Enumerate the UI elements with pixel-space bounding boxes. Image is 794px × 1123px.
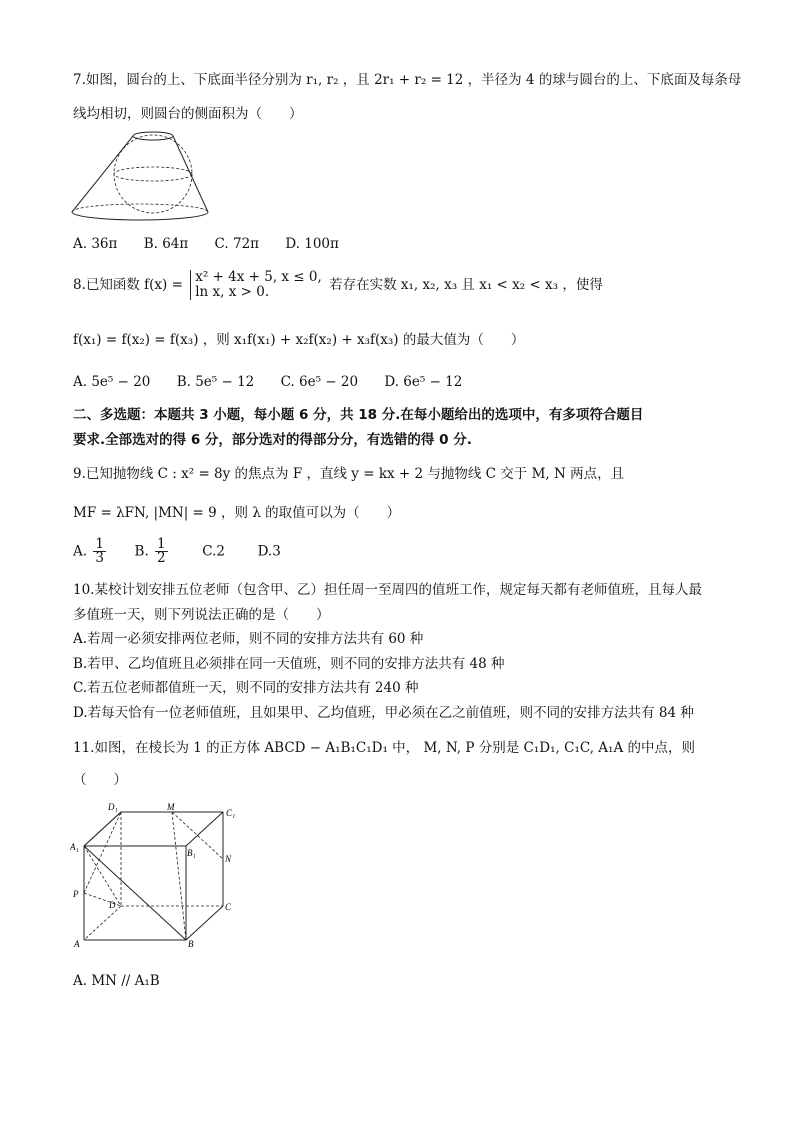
q11-option-a: A. MN // A₁B <box>73 973 160 989</box>
q7-stem-line2: 线均相切，则圆台的侧面积为（ ） <box>73 106 303 122</box>
q9-options <box>73 538 723 565</box>
q7-option-d: D. 100π <box>285 236 339 252</box>
q9-stem-line1: 9.已知抛物线 C : x² = 8y 的焦点为 F ，直线 y = kx + 2 与抛物线 C 交于 M, N 两点，且 <box>73 466 625 482</box>
label-c: C <box>225 902 232 912</box>
q8-case2: ln x, x > 0. <box>195 284 270 300</box>
section2-heading-line1: 二、多选题：本题共 3 小题，每小题 6 分，共 18 分.在每小题给出的选项中，有多项符合题目 <box>73 407 644 423</box>
q7-option-b: B. 64π <box>143 236 189 252</box>
q8-stem-line2: f(x₁) = f(x₂) = f(x₃) ，则 x₁f(x₁) + x₂f(x₂) + x₃f(x₃) 的最大值为（ ） <box>73 332 525 348</box>
label-p: P <box>73 889 79 899</box>
q9-option-d: D.3 <box>257 543 281 560</box>
q10-option-c: C.若五位老师都值班一天，则不同的安排方法共有 240 种 <box>73 680 419 696</box>
q10-option-d: D.若每天恰有一位老师值班，且如果甲、乙均值班，甲必须在乙之前值班，则不同的安排方法共有 84 种 <box>73 705 694 721</box>
label-d: D <box>109 900 116 910</box>
q8-options <box>73 372 723 392</box>
q8-option-b: B. 5e⁵ − 12 <box>176 374 255 390</box>
q8-stem-line1 <box>73 270 723 300</box>
q9-option-b-label: B. <box>134 543 149 560</box>
q8-case1: x² + 4x + 5, x ≤ 0, <box>195 269 322 285</box>
q9-option-b-fraction <box>155 538 168 565</box>
q9-option-a-numerator: 1 <box>95 536 104 552</box>
q10-stem-line1: 10.某校计划安排五位老师（包含甲、乙）担任周一至周四的值班工作，规定每天都有老师值班，且每人最 <box>73 582 702 598</box>
label-a1: A₁ <box>70 842 79 852</box>
q8-piecewise <box>190 270 322 300</box>
q9-option-b-numerator: 1 <box>157 536 166 552</box>
label-a: A <box>74 939 80 949</box>
label-m: M <box>167 802 175 812</box>
q9-option-b-denominator: 2 <box>157 550 166 566</box>
label-n: N <box>225 854 232 864</box>
label-c1: C₁ <box>226 808 236 818</box>
q8-option-d: D. 6e⁵ − 12 <box>384 374 463 390</box>
q10-option-b: B.若甲、乙均值班且必须排在同一天值班，则不同的安排方法共有 48 种 <box>73 656 505 672</box>
q9-stem-line2: MF = λFN, |MN| = 9 ，则 λ 的取值可以为（ ） <box>73 505 401 521</box>
q11-stem-line2: （ ） <box>73 772 127 788</box>
section2-heading-line2: 要求.全部选对的得 6 分，部分选对的得部分分，有选错的得 0 分. <box>73 432 472 448</box>
label-d1: D₁ <box>108 802 118 812</box>
q8-option-a: A. 5e⁵ − 20 <box>73 374 151 390</box>
q9-option-a-denominator: 3 <box>95 550 104 566</box>
q9-option-c: C.2 <box>202 543 225 560</box>
q8-prefix: 8.已知函数 f(x) = <box>73 277 183 293</box>
q7-stem-line1: 7.如图，圆台的上、下底面半径分别为 r₁, r₂ ，且 2r₁ + r₂ = 12 ，半径为 4 的球与圆台的上、下底面及每条母 <box>73 72 742 88</box>
q10-option-a: A.若周一必须安排两位老师，则不同的安排方法共有 60 种 <box>73 631 424 647</box>
label-b1: B₁ <box>187 848 196 858</box>
q9-option-a-fraction <box>93 538 106 565</box>
q7-option-c: C. 72π <box>214 236 260 252</box>
q8-option-c: C. 6e⁵ − 20 <box>280 374 359 390</box>
q9-option-a-label: A. <box>73 543 88 560</box>
q7-option-a: A. 36π <box>73 236 118 252</box>
q7-options <box>73 234 723 254</box>
frustum-sphere-figure <box>70 126 210 222</box>
q11-stem-line1: 11.如图，在棱长为 1 的正方体 ABCD − A₁B₁C₁D₁ 中， M, N, P 分别是 C₁D₁, C₁C, A₁A 的中点，则 <box>73 740 695 756</box>
label-b: B <box>188 939 194 949</box>
q8-suffix: 若存在实数 x₁, x₂, x₃ 且 x₁ < x₂ < x₃ ，使得 <box>329 277 603 293</box>
cube-figure <box>66 798 246 950</box>
q10-stem-line2: 多值班一天，则下列说法正确的是（ ） <box>73 607 330 623</box>
